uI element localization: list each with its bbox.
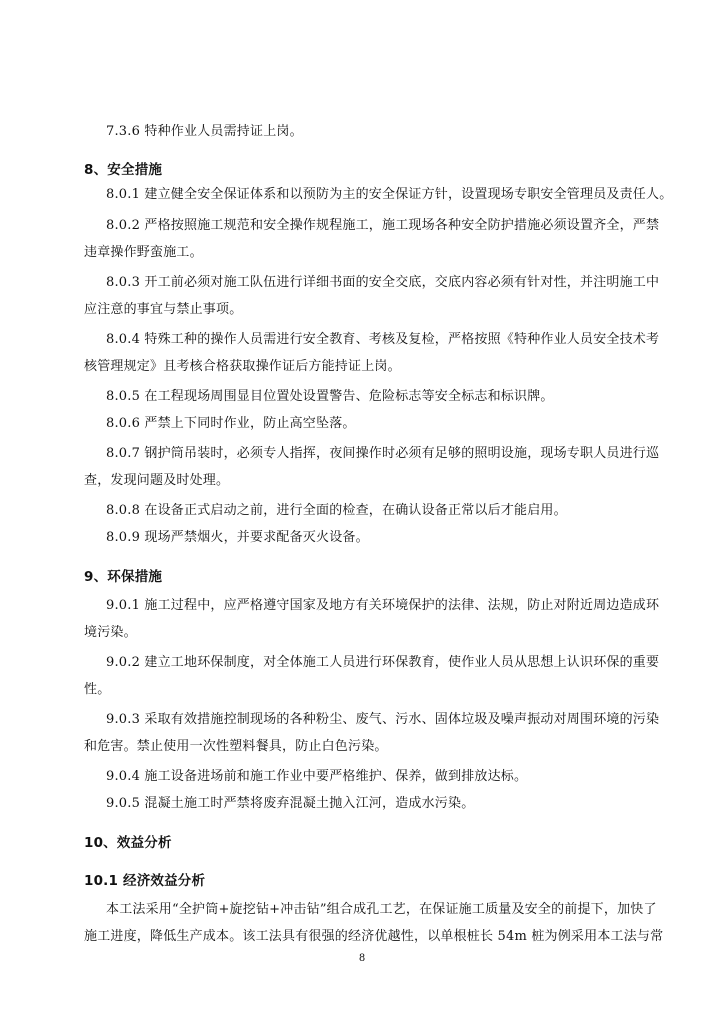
paragraph-9-0-4: 9.0.4 施工设备进场前和施工作业中要严格维护、保养，做到排放达标。	[106, 769, 528, 784]
page-number: 8	[358, 953, 366, 964]
paragraph-8-0-3-line1: 8.0.3 开工前必须对施工队伍进行详细书面的安全交底，交底内容必须有针对性，并注明施工中	[106, 275, 660, 290]
section-heading-9: 9、环保措施	[84, 569, 163, 585]
paragraph-8-0-3-line2: 应注意的事宜与禁止事项。	[84, 302, 243, 317]
paragraph-9-0-2-line2: 性。	[84, 682, 111, 697]
paragraph-8-0-5: 8.0.5 在工程现场周围显目位置处设置警告、危险标志等安全标志和标识牌。	[106, 389, 554, 404]
paragraph-10-1-line1: 本工法采用“全护筒+旋挖钻+冲击钻”组合成孔工艺，在保证施工质量及安全的前提下，加快了	[106, 902, 657, 917]
paragraph-9-0-3-line2: 和危害。禁止使用一次性塑料餐具，防止白色污染。	[84, 739, 388, 754]
paragraph-8-0-4-line1: 8.0.4 特殊工种的操作人员需进行安全教育、考核及复检，严格按照《特种作业人员安全技术考	[106, 332, 660, 347]
paragraph-9-0-1-line1: 9.0.1 施工过程中，应严格遵守国家及地方有关环境保护的法律、法规，防止对附近周边造成环	[106, 598, 660, 613]
paragraph-9-0-5: 9.0.5 混凝土施工时严禁将废弃混凝土抛入江河，造成水污染。	[106, 796, 475, 811]
paragraph-8-0-6: 8.0.6 严禁上下同时作业，防止高空坠落。	[106, 416, 356, 431]
paragraph-8-0-2-line1: 8.0.2 严格按照施工规范和安全操作规程施工，施工现场各种安全防护措施必须设置齐全，严禁	[106, 218, 660, 233]
paragraph-8-0-2-line2: 违章操作野蛮施工。	[84, 245, 203, 260]
paragraph-7-3-6: 7.3.6 特种作业人员需持证上岗。	[106, 124, 303, 139]
section-heading-8: 8、安全措施	[84, 162, 163, 178]
paragraph-9-0-2-line1: 9.0.2 建立工地环保制度，对全体施工人员进行环保教育，使作业人员从思想上认识环保的重要	[106, 655, 660, 670]
section-heading-10: 10、效益分析	[84, 835, 172, 851]
paragraph-8-0-7-line2: 查，发现问题及时处理。	[84, 473, 230, 488]
paragraph-8-0-7-line1: 8.0.7 钢护筒吊装时，必须专人指挥，夜间操作时必须有足够的照明设施，现场专职人员进行巡	[106, 446, 660, 461]
paragraph-8-0-1: 8.0.1 建立健全安全保证体系和以预防为主的安全保证方针，设置现场专职安全管理员及责任人。	[106, 187, 673, 202]
paragraph-8-0-4-line2: 核管理规定》且考核合格获取操作证后方能持证上岗。	[84, 359, 401, 374]
subsection-heading-10-1: 10.1 经济效益分析	[84, 873, 206, 889]
paragraph-9-0-3-line1: 9.0.3 采取有效措施控制现场的各种粉尘、废气、污水、固体垃圾及噪声振动对周围环境的污染	[106, 712, 660, 727]
paragraph-9-0-1-line2: 境污染。	[84, 625, 137, 640]
paragraph-8-0-9: 8.0.9 现场严禁烟火，并要求配备灭火设备。	[106, 530, 369, 545]
paragraph-8-0-8: 8.0.8 在设备正式启动之前，进行全面的检查，在确认设备正常以后才能启用。	[106, 503, 567, 518]
paragraph-10-1-line2: 施工进度，降低生产成本。该工法具有很强的经济优越性，以单根桩长 54m 桩为例采用本工法与常	[84, 929, 664, 944]
